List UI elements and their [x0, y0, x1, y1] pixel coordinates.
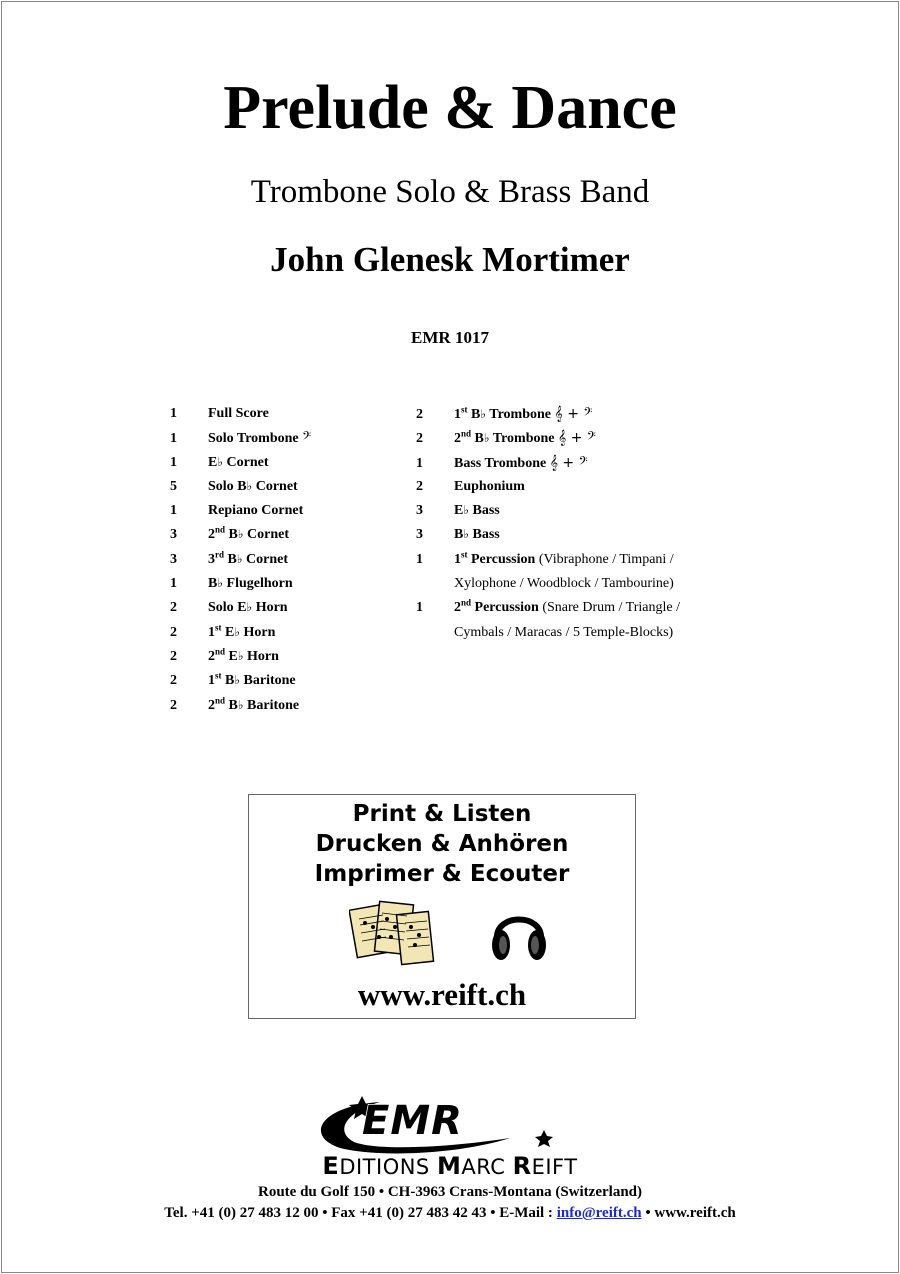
part-name: 1st Percussion (Vibraphone / Timpani / [454, 549, 674, 567]
part-quantity: 3 [170, 551, 177, 567]
parts-list-left [170, 406, 311, 722]
promo-line-fr: Imprimer & Ecouter [314, 861, 570, 887]
part-name: E♭ Bass [454, 503, 500, 519]
part-quantity: 1 [416, 600, 423, 616]
part-quantity: 2 [170, 600, 177, 616]
logo-text: EMR [362, 1098, 463, 1144]
part-row [170, 646, 311, 673]
score-subtitle: Trombone Solo & Brass Band [250, 174, 650, 210]
clef-icon: 𝄞 + 𝄢 [558, 430, 596, 447]
part-quantity: 3 [170, 527, 177, 543]
part-row [170, 455, 311, 479]
emr-logo [310, 1096, 560, 1154]
part-quantity: 3 [416, 527, 423, 543]
promo-line-en: Print & Listen [352, 801, 532, 827]
part-row [416, 597, 680, 624]
email-link[interactable]: info@reift.ch [556, 1205, 642, 1221]
part-row [416, 527, 680, 551]
part-name: 1st B♭ Trombone 𝄞 + 𝄢 [454, 404, 593, 422]
contact-phone-fax: Tel. +41 (0) 27 483 12 00 • Fax +41 (0) 27 483 42 43 • E-Mail : [164, 1205, 553, 1221]
sheet-music-icon [349, 897, 441, 971]
part-name: Full Score [208, 406, 269, 421]
part-quantity: 3 [416, 503, 423, 519]
part-quantity: 5 [170, 478, 177, 494]
part-row [170, 600, 311, 624]
part-row [416, 406, 680, 430]
part-row [416, 503, 680, 527]
part-quantity: 2 [170, 648, 177, 664]
part-quantity: 1 [170, 431, 177, 447]
part-row [170, 524, 311, 551]
part-row [416, 455, 680, 479]
part-name: 1st E♭ Horn [208, 622, 276, 640]
publisher-name: EDITIONS MARC REIFT [322, 1152, 578, 1180]
part-row [170, 479, 311, 503]
print-listen-box[interactable] [248, 794, 636, 1019]
part-quantity: 2 [170, 697, 177, 713]
promo-line-de: Drucken & Anhören [315, 831, 569, 857]
part-row [170, 406, 311, 430]
part-row [170, 622, 311, 649]
part-row [416, 430, 680, 454]
part-row [170, 576, 311, 600]
part-name: 3rd B♭ Cornet [208, 549, 289, 567]
part-row [170, 549, 311, 576]
publisher-address: Route du Golf 150 • CH-3963 Crans-Montana (Switzerland) [258, 1184, 642, 1200]
contact-website[interactable]: • www.reift.ch [645, 1205, 736, 1221]
part-name: Solo B♭ Cornet [208, 478, 298, 494]
part-name: B♭ Flugelhorn [208, 576, 293, 592]
part-quantity: 2 [416, 407, 423, 422]
part-quantity: 1 [170, 454, 177, 470]
headphones-icon [489, 899, 549, 965]
part-name: Bass Trombone 𝄞 + 𝄢 [454, 454, 588, 471]
composer-name: John Glenesk Mortimer [270, 240, 630, 279]
part-row [170, 670, 311, 697]
part-name: 1st B♭ Baritone [208, 670, 296, 689]
part-name: Repiano Cornet [208, 503, 304, 519]
part-quantity: 2 [170, 673, 177, 689]
part-quantity: 1 [170, 406, 177, 421]
part-name: 2nd B♭ Baritone [208, 694, 300, 713]
part-name: 2nd E♭ Horn [208, 646, 279, 664]
catalog-number: EMR 1017 [411, 328, 489, 347]
part-row [170, 694, 311, 722]
part-name: 2nd B♭ Cornet [208, 524, 290, 543]
clef-icon: 𝄞 + 𝄢 [549, 454, 588, 471]
promo-url[interactable]: www.reift.ch [357, 977, 527, 1012]
part-name: Euphonium [454, 478, 525, 494]
part-name: Solo Trombone 𝄢 [208, 430, 312, 447]
score-title: Prelude & Dance [223, 74, 677, 142]
part-quantity: 1 [170, 503, 177, 519]
part-quantity: 1 [170, 576, 177, 592]
part-quantity: 2 [416, 431, 423, 447]
part-quantity: 1 [416, 455, 423, 471]
part-quantity: 2 [170, 624, 177, 640]
part-name: 2nd B♭ Trombone 𝄞 + 𝄢 [454, 428, 596, 447]
part-name: E♭ Cornet [208, 454, 269, 470]
part-row [170, 430, 311, 454]
clef-icon: 𝄢 [302, 430, 312, 447]
part-quantity: 1 [416, 551, 423, 567]
clef-icon: 𝄞 + 𝄢 [554, 406, 593, 422]
part-detail-continued: Xylophone / Woodblock / Tambourine) [454, 576, 674, 592]
part-name: Solo E♭ Horn [208, 600, 288, 616]
part-row [170, 503, 311, 527]
publisher-contact [0, 1203, 900, 1223]
part-detail-continued: Cymbals / Maracas / 5 Temple-Blocks) [454, 624, 674, 640]
promo-icons [249, 897, 635, 975]
logo-star [535, 1130, 553, 1147]
part-quantity: 2 [416, 478, 423, 494]
parts-list-right [416, 406, 680, 649]
part-name: 2nd Percussion (Snare Drum / Triangle / [454, 597, 680, 616]
part-row [416, 549, 680, 576]
part-row [416, 479, 680, 503]
part-name: B♭ Bass [454, 527, 500, 543]
